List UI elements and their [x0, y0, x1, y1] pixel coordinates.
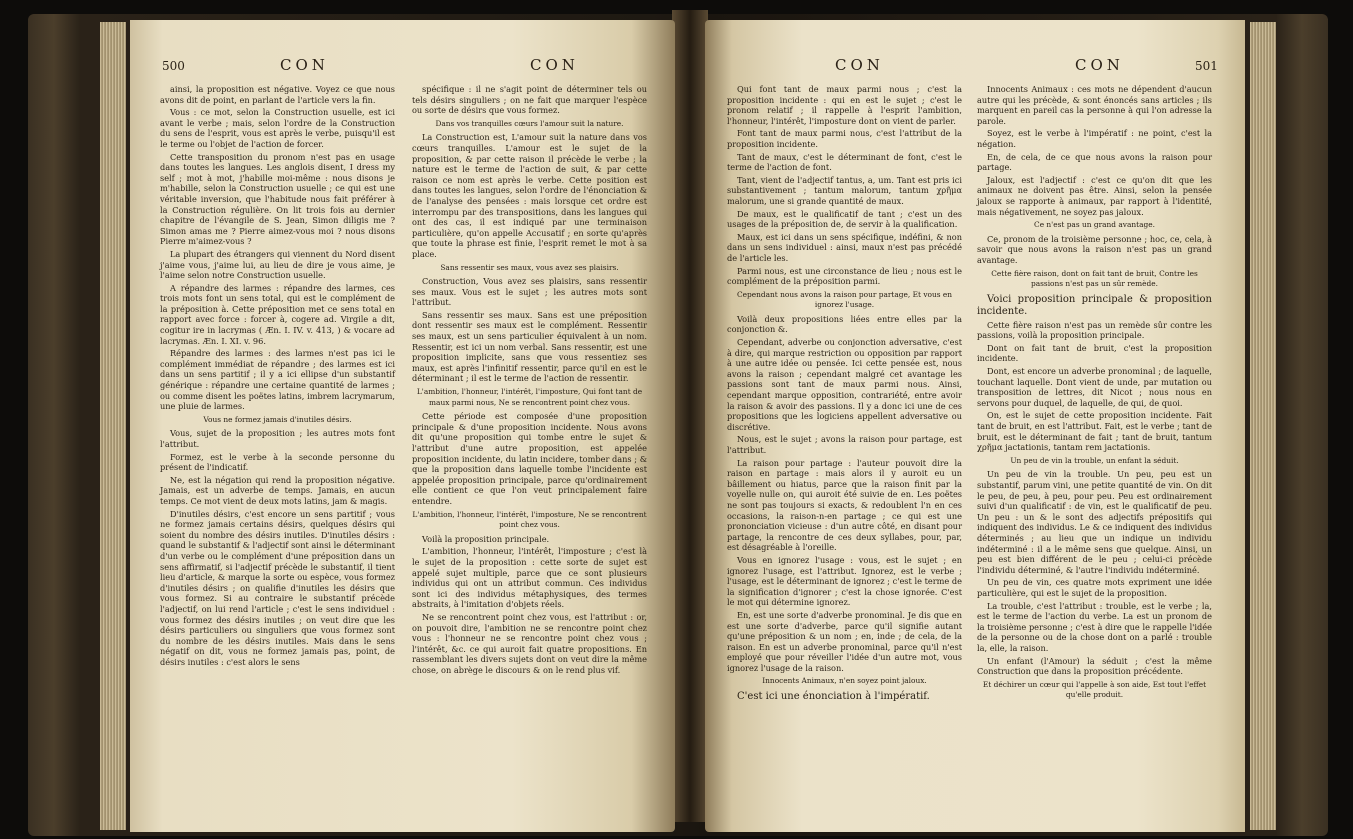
book-gutter: [672, 10, 708, 822]
paragraph: Construction, Vous avez ses plaisirs, sans ressentir ses maux. Vous est le sujet ; les autres mots sont l'attribut.: [412, 276, 647, 308]
paragraph: A répandre des larmes : répandre des larmes, ces trois mots font un sens total, qui est le complément de la préposition à. Cette préposition met ce sens total en rapport avec force : forcer à, cogere ad. Virgile a dit, cogitur ire in lacrymas ( Æn. I. IV. v. 413, ) & vocare ad lacrymas. Æn. I. XI. v. 96.: [160, 282, 395, 346]
paragraph: Font tant de maux parmi nous, c'est l'attribut de la proposition incidente.: [727, 128, 962, 149]
paragraph: Jaloux, est l'adjectif : c'est ce qu'on dit que les animaux ne doivent pas être. Ainsi, selon la pensée jaloux se rapporte à animaux, par rapport à l'identité, mais négativement, ne soyez pas jaloux.: [977, 174, 1212, 217]
paragraph: Cette période est composée d'une proposition principale & d'une proposition incidente. Nous avons dit qu'une proposition qui tombe entre le sujet & l'attribut d'une autre proposition, est appelée proposition incidente, du latin incidere, tomber dans ; & que la proposition dans laquelle tombe l'incidente est appelée proposition principale, parce qu'ordinairement elle contient ce que l'on veut principalement faire entendre.: [412, 411, 647, 506]
quoted-verse: L'ambition, l'honneur, l'intérêt, l'imposture, Ne se rencontrent point chez vous.: [412, 509, 647, 530]
paragraph: C'est ici une énonciation à l'impératif.: [737, 691, 930, 703]
text-column: [727, 84, 962, 705]
paragraph: Vous : ce mot, selon la Construction usuelle, est ici avant le verbe ; mais, selon l'ordre de la Construction du sens de l'esprit, vous est après le verbe, puisqu'il est le terme ou l'objet de l'action de forcer.: [160, 107, 395, 149]
headword: CON: [835, 56, 884, 74]
paragraph: Maux, est ici dans un sens spécifique, indéfini, & non dans un sens individuel : ainsi, maux n'est pas précédé de l'article les.: [727, 231, 962, 263]
paragraph: Formez, est le verbe à la seconde personne du présent de l'indicatif.: [160, 451, 395, 473]
right-page-edges: [1250, 22, 1276, 830]
paragraph: Qui font tant de maux parmi nous ; c'est la proposition incidente : qui en est le sujet ; c'est le pronom relatif ; il rappelle à l'esprit l'ambition, l'honneur, l'intérêt, l'imposture dont on vient de parler.: [727, 84, 962, 126]
paragraph: Un enfant (l'Amour) la séduit ; c'est la même Construction que dans la proposition précédente.: [977, 655, 1212, 677]
paragraph: Vous en ignorez l'usage : vous, est le sujet ; en ignorez l'usage, est l'attribut. Ignorez, est le verbe ; l'usage, est le déterminant de ignorez ; c'est le terme de la signification d'ignorer ; c'est la chose ignorée. C'est le mot qui détermine ignorez.: [727, 554, 962, 608]
paragraph: La trouble, c'est l'attribut : trouble, est le verbe ; la, est le terme de l'action du verbe. La est un pronom de la troisième personne ; c'est à dire que le rappelle l'idée de la personne ou de la chose dont on a parlé : trouble la, elle, la raison.: [977, 600, 1212, 653]
paragraph: Voilà deux propositions liées entre elles par la conjonction &.: [727, 313, 962, 335]
right-page: [705, 20, 1245, 832]
paragraph: Voilà la proposition principale.: [422, 533, 550, 544]
headword: CON: [280, 56, 329, 74]
paragraph: Un peu de vin, ces quatre mots expriment une idée particulière, qui est le sujet de la proposition.: [977, 577, 1212, 598]
paragraph: Vous, sujet de la proposition ; les autres mots font l'attribut.: [160, 428, 395, 449]
page-number: 501: [1195, 59, 1218, 73]
paragraph: Innocents Animaux : ces mots ne dépendent d'aucun autre qui les précède, & sont énoncés sans articles ; ils marquent en pareil cas la personne à qui l'on adresse la parole.: [977, 84, 1212, 126]
paragraph: Voici proposition principale & proposition incidente.: [977, 293, 1212, 317]
paragraph: Ne, est la négation qui rend la proposition négative. Jamais, est un adverbe de temps. Jamais, en aucun temps. Ce mot vient de deux mots latins, jam & magis.: [160, 474, 395, 506]
paragraph: Un peu de vin la trouble. Un peu, peu est un substantif, parum vini, une petite quantité de vin. On dit le peu, de peu, à peu, pour peu. Peu est ordinairement suivi d'un qualificatif : de vin, est le qualificatif de peu. Un peu : un & le sont des adjectifs prépositifs qui indiquent des individus. Le & ce indiquent des individus déterminés ; au lieu que un indique un individu indéterminé : il a le même sens que quelque. Ainsi, un peu est bien différent de le peu ; celui-ci précède l'individu déterminé, & l'autre l'individu indéterminé.: [977, 469, 1212, 575]
paragraph: D'inutiles désirs, c'est encore un sens partitif ; vous ne formez jamais certains désirs, quelques désirs qui soient du nombre des désirs inutiles. D'inutiles désirs : quand le substantif & l'adjectif sont ainsi le déterminant d'un verbe ou le complément d'une préposition dans un sens affirmatif, si l'adjectif précède le substantif, il tient lieu d'article, & marque la sorte ou espèce, vous formez d'inutiles désirs ; on qualifie d'inutiles les désirs que vous formez. Si au contraire le substantif précède l'adjectif, on lui rend l'article ; c'est le sens individuel : vous formez des désirs inutiles ; on veut dire que les désirs particuliers ou singuliers que vous formez sont du nombre de les désirs inutiles. Mais dans le sens négatif on dit, vous ne formez jamais pas, point, de désirs inutiles : c'est alors le sens: [160, 508, 395, 667]
paragraph: Tant de maux, c'est le déterminant de font, c'est le terme de l'action de font.: [727, 151, 962, 173]
left-page-edges: [100, 22, 126, 830]
paragraph: Dont, est encore un adverbe pronominal ; de laquelle, touchant laquelle. Dont vient de unde, par mutation ou transposition de lettres, dit Nicot ; nous nous en servons pour duquel, de laquelle, de qui, de quoi.: [977, 366, 1212, 408]
headword: CON: [530, 56, 579, 74]
quoted-verse: Cependant nous avons la raison pour partage, Et vous en ignorez l'usage.: [737, 289, 952, 310]
paragraph: spécifique : il ne s'agit point de déterminer tels ou tels désirs singuliers ; on ne fait que marquer l'espèce ou sorte de désirs que vous formez.: [412, 84, 647, 116]
text-column: [412, 84, 647, 677]
paragraph: L'ambition, l'honneur, l'intérêt, l'imposture ; c'est là le sujet de la proposition : cette sorte de sujet est appelé sujet multiple, parce que ce sont plusieurs individus qui ont un attribut commun. Ces individus sont ici des individus métaphysiques, des termes abstraits, à l'imitation d'objets réels.: [412, 546, 647, 610]
quoted-verse: Un peu de vin la trouble, un enfant la séduit.: [1010, 455, 1179, 465]
quoted-verse: Dans vos tranquilles cœurs l'amour suit la nature.: [435, 118, 624, 128]
paragraph: La plupart des étrangers qui viennent du Nord disent j'aime vous, j'aime lui, au lieu de dire je vous aime, je l'aime selon notre Construction usuelle.: [160, 248, 395, 281]
paragraph: La Construction est, L'amour suit la nature dans vos cœurs tranquilles. L'amour est le sujet de la proposition, & par cette raison il précède le verbe ; la nature est le terme de l'action de suit, & par cette raison ce nom est après le verbe. Cette position est dans toutes les langues, selon l'ordre de l'énonciation & de l'analyse des pensées : mais lorsque cet ordre est interrompu par des transpositions, dans les langues qui ont des cas, il est indiqué par une terminaison particulière, qu'on appelle Accusatif ; en sorte qu'après que toute la phrase est finie, l'esprit remet le mot à sa place.: [412, 132, 647, 259]
paragraph: La raison pour partage : l'auteur pouvoit dire la raison en partage : mais alors il y auroit eu un bâillement ou hiatus, parce que la raison finit par la voyelle nulle on, qui auroit été suivie de en. Les poëtes ne sont pas toujours si exacts, & redoublent l'n en ces occasions, la raison-n-en partage ; ce qui est une prononciation vicieuse : d'un autre côté, en disant pour partage, la rencontre de ces deux syllabes, pour, par, est désagréable à l'oreille.: [727, 457, 962, 553]
paragraph: On, est le sujet de cette proposition incidente. Fait tant de bruit, en est l'attribut. Fait, est le verbe ; tant de bruit, est le déterminant de fait ; tant de bruit, tantum χρῆμα jactationis, tantam rem jactationis.: [977, 410, 1212, 453]
paragraph: Sans ressentir ses maux. Sans est une préposition dont ressentir ses maux est le complément. Ressentir ses maux, est un sens particulier équivalent à un nom. Ressentir, est ici un nom verbal. Sans ressentir, est une proposition implicite, sans que vous ressentiez ses maux, est après l'infinitif ressentir, parce qu'il en est le déterminant ; il est le terme de l'action de ressentir.: [412, 309, 647, 384]
paragraph: Répandre des larmes : des larmes n'est pas ici le complément immédiat de répandre ; des larmes est ici dans un sens partitif ; il y a ici ellipse d'un substantif générique : répandre une certaine quantité de larmes ; ou comme disent les poëtes latins, imbrem lacrymarum, une pluie de larmes.: [160, 348, 395, 412]
paragraph: Tant, vient de l'adjectif tantus, a, um. Tant est pris ici substantivement ; tantum malorum, tantum χρῆμα malorum, une si grande quantité de maux.: [727, 174, 962, 206]
quoted-verse: Ce n'est pas un grand avantage.: [1034, 220, 1155, 230]
paragraph: Nous, est le sujet ; avons la raison pour partage, est l'attribut.: [727, 434, 962, 455]
headword: CON: [1075, 56, 1124, 74]
left-page: [130, 20, 675, 832]
paragraph: Cette fière raison n'est pas un remède sûr contre les passions, voilà la proposition principale.: [977, 319, 1212, 341]
paragraph: Parmi nous, est une circonstance de lieu ; nous est le complément de la préposition parmi.: [727, 265, 962, 287]
quoted-verse: Vous ne formez jamais d'inutiles désirs.: [203, 414, 352, 424]
quoted-verse: Sans ressentir ses maux, vous avez ses plaisirs.: [440, 262, 619, 272]
paragraph: Dont on fait tant de bruit, c'est la proposition incidente.: [977, 342, 1212, 364]
paragraph: Cette transposition du pronom n'est pas en usage dans toutes les langues. Les anglois disent, I dress my self ; mot à mot, j'habille moi-même : nous disons je m'habille, selon la Construction usuelle ; ce qui est une véritable inversion, que l'habitude nous fait préférer à la Construction régulière. On lit trois fois au dernier chapitre de l'évangile de S. Jean, Simon diligis me ? Simon amas me ? Pierre aimez-vous moi ? nous disons Pierre m'aimez-vous ?: [160, 151, 395, 247]
paragraph: ainsi, la proposition est négative. Voyez ce que nous avons dit de point, en parlant de l'article vers la fin.: [160, 84, 395, 105]
left-running-head: [130, 56, 675, 78]
quoted-verse: Cette fière raison, dont on fait tant de bruit, Contre les passions n'est pas un sûr remède.: [991, 268, 1198, 289]
paragraph: Soyez, est le verbe à l'impératif : ne point, c'est la négation.: [977, 128, 1212, 149]
page-number: 500: [162, 59, 185, 73]
paragraph: Ne se rencontrent point chez vous, est l'attribut : or, on pouvoit dire, l'ambition ne se rencontre point chez vous : l'honneur ne se rencontre point chez vous ; l'intérêt, &c. ce qui auroit fait quatre propositions. En rassemblant les divers sujets dont on veut dire la même chose, on abrège le discours & on le rend plus vif.: [412, 611, 647, 675]
quoted-verse: L'ambition, l'honneur, l'intérêt, l'imposture, Qui font tant de maux parmi nous, Ne se rencontrent point chez vous.: [416, 387, 643, 407]
right-running-head: [705, 56, 1245, 78]
text-column: [160, 84, 395, 669]
quoted-verse: Et déchirer un cœur qui l'appelle à son aide, Est tout l'effet qu'elle produit.: [982, 679, 1207, 700]
paragraph: Ce, pronom de la troisième personne ; hoc, ce, cela, à savoir que nous avons la raison n'est pas un grand avantage.: [977, 233, 1212, 265]
paragraph: Cependant, adverbe ou conjonction adversative, c'est à dire, qui marque restriction ou opposition par rapport à une autre idée ou pensée. Ici cette pensée est, nous avons la raison ; cependant malgré cet avantage les passions sont tant de maux parmi nous. Ainsi, cependant marque opposition, contrariété, entre avoir la raison & avoir des passions. Il y a donc ici une de ces propositions que les logiciens appellent adversative ou discrétive.: [727, 337, 962, 432]
text-column: [977, 84, 1212, 704]
paragraph: En, de cela, de ce que nous avons la raison pour partage.: [977, 151, 1212, 173]
paragraph: En, est une sorte d'adverbe pronominal. Je dis que en est une sorte d'adverbe, parce qu'il signifie autant qu'une préposition & un nom ; en, inde ; de cela, de la raison. En est un adverbe pronominal, parce qu'il n'est employé que pour réveiller l'idée d'un autre mot, vous ignorez l'usage de la raison.: [727, 609, 962, 673]
paragraph: De maux, est le qualificatif de tant ; c'est un des usages de la préposition de, de servir à la qualification.: [727, 208, 962, 230]
quoted-verse: Innocents Animaux, n'en soyez point jaloux.: [762, 676, 927, 686]
